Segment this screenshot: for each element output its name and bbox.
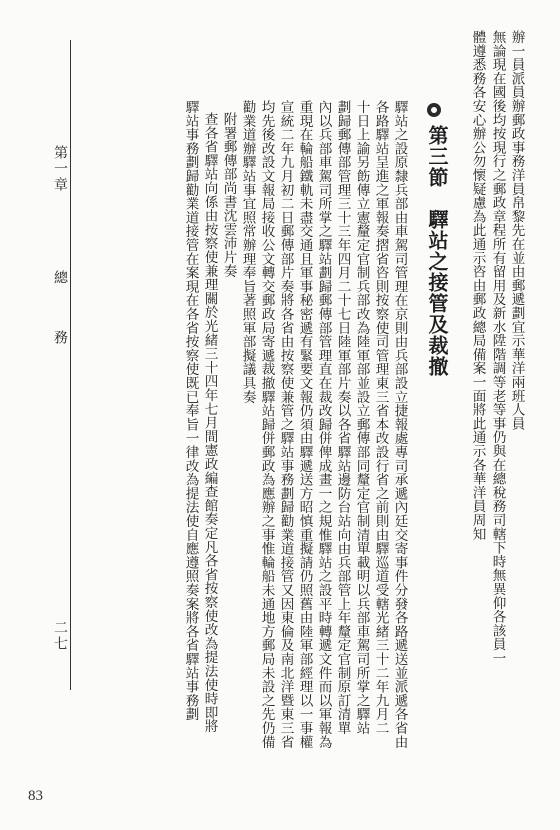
running-head-chapter: 第一章 [52,145,68,193]
text-column: 驛站之設原隸兵部由車駕司管理在京則由兵部設立捷報處專司承遞內廷交寄事件分發各路遞送並派遞各省由 [391,100,408,749]
text-column: 十日上諭另飭傳立憲釐定官制兵部改為陸軍部並設立郵傳部同釐定官制清單載明以兵部車駕司所掌之驛站 [353,100,370,735]
section-heading: 第三節 驛站之接管及裁撤 [425,125,449,377]
running-head-section: 總 [52,270,68,286]
text-column: 查各省驛站向係由按察使兼理關於光緒三十四年七月間憲政編查館奏定凡各省按察使改為提法使時即將 [201,112,218,733]
text-column: 無論現在國後均按現行之郵政章程所有留用及新水陞階調等老等事仍與在總稅務司轄下時無異仰各該員一 [489,30,506,665]
page-number: 83 [28,788,43,804]
running-head-rule [70,40,71,690]
text-column: 劃歸郵傳部管理三十三年四月二十七日陸軍部片奏以各省驛站邊防台站向由兵部管上年釐定官制原訂清單 [334,100,351,735]
text-column: 宣統二年九月初二日郵傳部片奏將各省由按察使兼管之驛站事務劃歸勸業道接管又因東倫及南北洋暨東三省 [277,100,294,749]
text-column: 均先後改設文報局接收公文轉交郵政局寄遞裁撤驛站歸併郵政為應辦之事惟輪船未通地方郵局未設之先仍備 [258,100,275,749]
section-ornament-icon [427,103,441,117]
text-column: 體遵悉務各安心辦公勿懷疑慮為此通示咨由郵政總局備案一面將此通示各華洋員周知 [469,30,486,541]
running-head-section: 務 [52,330,68,346]
text-column: 驛站事務劃歸勸業道接管在案現在各省按察使既已奉旨一律改為提法使自應遵照奏案將各省驛站事務劃 [182,100,199,721]
text-column: 勸業道辦驛站事宜照常辦理奉旨著照軍部擬議具奏 [239,100,256,404]
running-head-page-label: 二七 [52,620,68,652]
text-column: 附署郵傳部尚書沈雲沛片奏 [220,112,237,278]
text-column: 內以兵部車駕司所掌之驛站劃歸郵傳部管理直在裁改歸併俾成畫一之規惟驛站之設平時轉遞文件而以軍報為 [315,100,332,749]
text-column: 重現在輪船鐵軌未盡交通且軍事秘密遞有緊要文報仍須由驛遞送方昭慎重擬請仍照舊由陸軍部經理以一事權 [296,100,313,749]
text-column: 辦一員派員辦郵政事務洋員帛黎先在並由郵遞劃宜示華洋兩班人員 [508,30,525,431]
text-column: 各路驛站呈進之軍報奏摺省咨則按察使司管理東三省本改設行省之前則由驛巡道受轄光緒三十二年九月二 [372,100,389,735]
